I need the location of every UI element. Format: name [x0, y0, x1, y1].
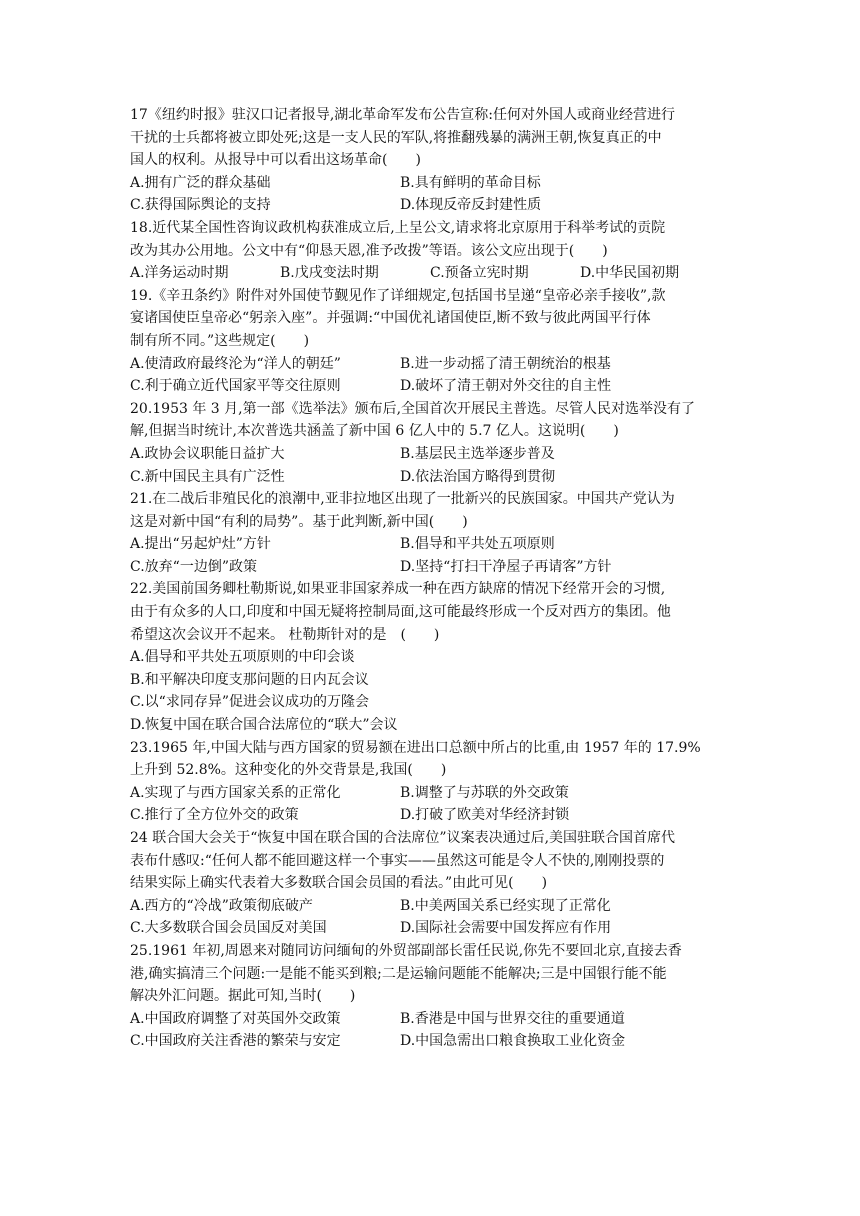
question-stem-line: 由于有众多的人口,印度和中国无疑将控制局面,这可能最终形成一个反对西方的集团。他: [130, 604, 671, 621]
question-stem-line: 改为其办公用地。公文中有“仰恳天恩,准予改拨”等语。该公文应出现于( ): [130, 242, 608, 259]
answer-option: B.具有鲜明的革命目标: [400, 174, 541, 191]
options-row: [130, 895, 730, 918]
answer-option: A.倡导和平共处五项原则的中印会谈: [130, 649, 355, 666]
question-stem-line: 港,确实搞清三个问题:一是能不能买到粮;二是运输问题能不能解决;三是中国银行能不能: [130, 965, 667, 982]
answer-option: B.中美两国关系已经实现了正常化: [400, 897, 611, 914]
question-stem-line: 18.近代某全国性咨询议政机构获准成立后,上呈公文,请求将北京原用于科举考试的贡院: [130, 219, 666, 236]
answer-option: B.进一步动摇了清王朝统治的根基: [400, 355, 611, 372]
answer-option: C.中国政府关注香港的繁荣与安定: [130, 1033, 341, 1050]
answer-option: C.大多数联合国会员国反对美国: [130, 920, 327, 937]
answer-option: B.基层民主选举逐步普及: [400, 445, 555, 462]
answer-option: D.打破了欧美对华经济封锁: [400, 807, 570, 824]
options-row: [130, 917, 730, 940]
question-block: [130, 217, 730, 285]
question-stem-line: 23.1965 年,中国大陆与西方国家的贸易额在进出口总额中所占的比重,由 1957 年的 17.9%: [130, 739, 701, 756]
question-stem-line: 上升到 52.8%。这种变化的外交背景是,我国( ): [130, 762, 447, 779]
question-block: [130, 578, 730, 736]
question-block: [130, 940, 730, 1053]
answer-option: D.中华民国初期: [580, 265, 680, 282]
answer-option: C.利于确立近代国家平等交往原则: [130, 378, 341, 395]
answer-option: C.获得国际舆论的支持: [130, 197, 271, 214]
answer-option: C.预备立宪时期: [430, 265, 529, 282]
options-row: [130, 1030, 730, 1053]
question-stem-line: 干扰的士兵都将被立即处死;这是一支人民的军队,将推翻残暴的满洲王朝,恢复真正的中: [130, 129, 662, 146]
question-stem-line: 20.1953 年 3 月,第一部《选举法》颁布后,全国首次开展民主普选。尽管人民对选举没有了: [130, 400, 696, 417]
answer-option: A.拥有广泛的群众基础: [130, 174, 271, 191]
options-row: [130, 466, 730, 489]
question-stem-line: 解决外汇问题。据此可知,当时( ): [130, 988, 356, 1005]
answer-option: C.放弃“一边倒”政策: [130, 558, 257, 575]
question-stem-line: 25.1961 年初,周恩来对随同访问缅甸的外贸部副部长雷任民说,你先不要回北京,直接去香: [130, 942, 682, 959]
options-row: [130, 691, 730, 714]
question-stem-line: 结果实际上确实代表着大多数联合国会员国的看法。”由此可见( ): [130, 875, 548, 892]
answer-option: C.推行了全方位外交的政策: [130, 807, 299, 824]
question-stem-line: 这是对新中国“有利的局势”。基于此判断,新中国( ): [130, 513, 468, 530]
answer-option: A.洋务运动时期: [130, 265, 229, 282]
answer-option: C.新中国民主具有广泛性: [130, 468, 285, 485]
question-stem-line: 制有所不同。”这些规定( ): [130, 332, 310, 349]
answer-option: D.坚持“打扫干净屋子再请客”方针: [400, 558, 612, 575]
exam-page: [130, 104, 730, 1053]
options-row: [130, 669, 730, 692]
answer-option: D.依法治国方略得到贯彻: [400, 468, 556, 485]
options-row: [130, 714, 730, 737]
question-stem-line: 希望这次会议开不起来。 杜勒斯针对的是 ( ): [130, 626, 440, 643]
answer-option: B.香港是中国与世界交往的重要通道: [400, 1010, 625, 1027]
question-block: [130, 827, 730, 940]
answer-option: D.恢复中国在联合国合法席位的“联大”会议: [130, 717, 398, 734]
question-block: [130, 104, 730, 217]
answer-option: A.中国政府调整了对英国外交政策: [130, 1010, 341, 1027]
options-row: [130, 533, 730, 556]
options-row: [130, 1008, 730, 1031]
options-row: [130, 782, 730, 805]
question-stem-line: 国人的权利。从报导中可以看出这场革命( ): [130, 152, 421, 169]
options-row: [130, 194, 730, 217]
answer-option: D.国际社会需要中国发挥应有作用: [400, 920, 612, 937]
options-row: [130, 172, 730, 195]
options-row: [130, 556, 730, 579]
options-row: [130, 353, 730, 376]
options-row: [130, 646, 730, 669]
question-stem-line: 表布什感叹:“任何人都不能回避这样一个事实——虽然这可能是令人不快的,刚刚投票的: [130, 852, 665, 869]
question-block: [130, 285, 730, 398]
answer-option: B.调整了与苏联的外交政策: [400, 784, 569, 801]
answer-option: C.以“求同存异”促进会议成功的万隆会: [130, 694, 369, 711]
answer-option: B.戊戌变法时期: [280, 265, 379, 282]
answer-option: A.提出“另起炉灶”方针: [130, 536, 271, 553]
question-block: [130, 488, 730, 578]
answer-option: A.实现了与西方国家关系的正常化: [130, 784, 341, 801]
answer-option: D.体现反帝反封建性质: [400, 197, 542, 214]
options-row: [130, 262, 730, 285]
question-stem-line: 解,但据当时统计,本次普选共涵盖了新中国 6 亿人中的 5.7 亿人。这说明( ): [130, 423, 619, 440]
question-block: [130, 737, 730, 827]
options-row: [130, 375, 730, 398]
answer-option: A.使清政府最终沦为“洋人的朝廷”: [130, 355, 341, 372]
question-stem-line: 21.在二战后非殖民化的浪潮中,亚非拉地区出现了一批新兴的民族国家。中国共产党认为: [130, 491, 675, 508]
options-row: [130, 804, 730, 827]
options-row: [130, 443, 730, 466]
question-stem-line: 19.《辛丑条约》附件对外国使节觐见作了详细规定,包括国书呈递“皇帝必亲手接收”,款: [130, 287, 666, 304]
answer-option: D.中国急需出口粮食换取工业化资金: [400, 1033, 626, 1050]
question-block: [130, 398, 730, 488]
question-stem-line: 宴诸国使臣皇帝必“躬亲入座”。并强调:“中国优礼诸国使臣,断不致与彼此两国平行体: [130, 310, 651, 327]
question-stem-line: 24 联合国大会关于“恢复中国在联合国的合法席位”议案表决通过后,美国驻联合国首席代: [130, 830, 676, 846]
answer-option: B.和平解决印度支那问题的日内瓦会议: [130, 671, 369, 688]
answer-option: A.政协会议职能日益扩大: [130, 445, 285, 462]
question-stem-line: 17《纽约时报》驻汉口记者报导,湖北革命军发布公告宣称:任何对外国人或商业经营进行: [130, 107, 675, 123]
question-stem-line: 22.美国前国务卿杜勒斯说,如果亚非国家养成一种在西方缺席的情况下经常开会的习惯,: [130, 581, 666, 598]
answer-option: B.倡导和平共处五项原则: [400, 536, 555, 553]
answer-option: D.破坏了清王朝对外交往的自主性: [400, 378, 612, 395]
answer-option: A.西方的“冷战”政策彻底破产: [130, 897, 313, 914]
